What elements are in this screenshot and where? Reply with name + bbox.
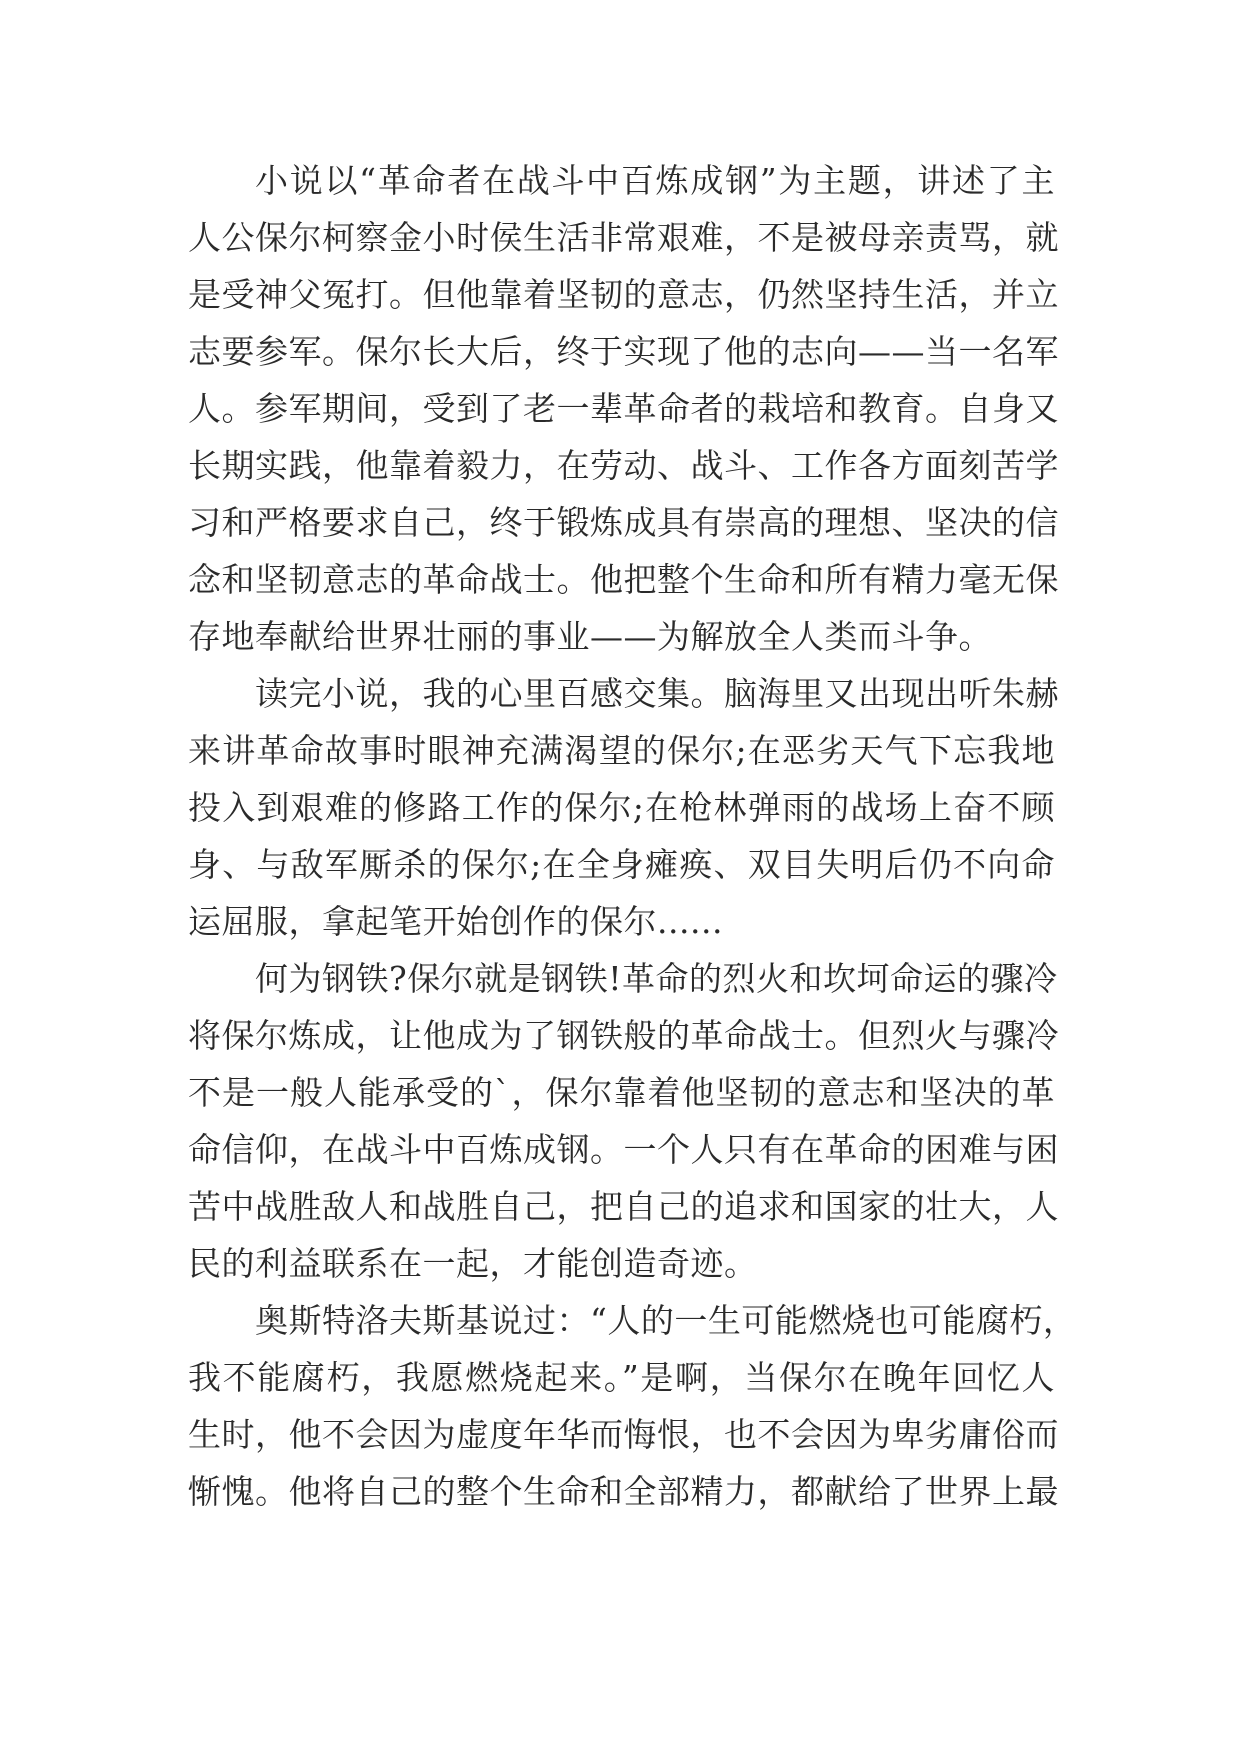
paragraph-1 xyxy=(188,152,1059,665)
text-line: 民的利益联系在一起，才能创造奇迹。 xyxy=(188,1244,758,1283)
text-line: 运屈服，拿起笔开始创作的保尔...... xyxy=(188,902,723,941)
text-line: 是受神父冤打。但他靠着坚韧的意志，仍然坚持生活，并立 xyxy=(188,275,1059,314)
text-line: 生时，他不会因为虚度年华而悔恨，也不会因为卑劣庸俗而 xyxy=(188,1415,1059,1454)
text-line: 身、与敌军厮杀的保尔;在全身瘫痪、双目失明后仍不向命 xyxy=(188,845,1055,884)
text-line: 习和严格要求自己，终于锻炼成具有崇高的理想、坚决的信 xyxy=(188,503,1059,542)
paragraph-3 xyxy=(188,950,1059,1292)
text-line: 人。参军期间，受到了老一辈革命者的栽培和教育。自身又 xyxy=(188,389,1059,428)
paragraph-4 xyxy=(188,1292,1077,1520)
text-line: 何为钢铁?保尔就是钢铁!革命的烈火和坎坷命运的骤冷 xyxy=(255,959,1058,998)
text-line: 惭愧。他将自己的整个生命和全部精力，都献给了世界上最 xyxy=(188,1472,1059,1511)
text-line: 将保尔炼成，让他成为了钢铁般的革命战士。但烈火与骤冷 xyxy=(188,1016,1059,1055)
text-line: 不是一般人能承受的`，保尔靠着他坚韧的意志和坚决的革 xyxy=(188,1073,1055,1112)
text-line: 奥斯特洛夫斯基说过：“人的一生可能燃烧也可能腐朽， xyxy=(255,1301,1077,1340)
text-line: 人公保尔柯察金小时侯生活非常艰难，不是被母亲责骂，就 xyxy=(188,218,1059,257)
text-line: 小说以“革命者在战斗中百炼成钢”为主题，讲述了主 xyxy=(255,161,1055,200)
text-line: 我不能腐朽，我愿燃烧起来。”是啊，当保尔在晚年回忆人 xyxy=(188,1358,1055,1397)
text-line: 来讲革命故事时眼神充满渴望的保尔;在恶劣天气下忘我地 xyxy=(188,731,1055,770)
text-line: 存地奉献给世界壮丽的事业——为解放全人类而斗争。 xyxy=(188,617,992,656)
text-line: 长期实践，他靠着毅力，在劳动、战斗、工作各方面刻苦学 xyxy=(188,446,1059,485)
text-line: 读完小说，我的心里百感交集。脑海里又出现出听朱赫 xyxy=(255,674,1059,713)
text-line: 投入到艰难的修路工作的保尔;在枪林弹雨的战场上奋不顾 xyxy=(188,788,1055,827)
text-line: 命信仰，在战斗中百炼成钢。一个人只有在革命的困难与困 xyxy=(188,1130,1059,1169)
document-body xyxy=(188,152,1077,1520)
text-line: 念和坚韧意志的革命战士。他把整个生命和所有精力毫无保 xyxy=(188,560,1059,599)
paragraph-2 xyxy=(188,665,1059,950)
text-line: 志要参军。保尔长大后，终于实现了他的志向——当一名军 xyxy=(188,332,1059,371)
text-line: 苦中战胜敌人和战胜自己，把自己的追求和国家的壮大，人 xyxy=(188,1187,1059,1226)
